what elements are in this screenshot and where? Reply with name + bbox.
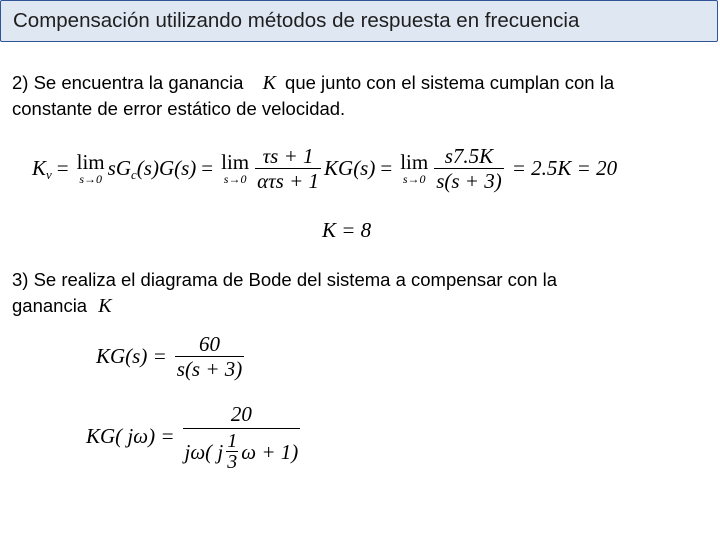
eq1-lim-sub-3: s→0 [402, 172, 426, 186]
step2-line2: constante de error estático de velocidad. [12, 98, 346, 119]
eq4-num: 20 [230, 402, 252, 426]
eq3-num: 60 [199, 332, 221, 356]
slide-title-bar [0, 0, 718, 42]
eq1-lhs-k: K [32, 155, 47, 180]
step3-line1: 3) Se realiza el diagrama de Bode del sistema a compensar con la [12, 269, 558, 290]
slide-title: Compensación utilizando métodos de respuesta en frecuencia [13, 9, 580, 32]
velocity-error-equation [32, 140, 617, 196]
eq1-fraction-1 [255, 144, 321, 193]
eq1-result: = 2.5K = 20 [511, 155, 618, 180]
eq1-lhs-sub: v [46, 167, 52, 182]
eq3-den: s(s + 3) [176, 357, 243, 381]
eq1-term1: sG [107, 155, 131, 180]
eq1-term1-rest: (s)G(s) [136, 155, 197, 180]
step2-text-before: 2) Se encuentra la ganancia [12, 72, 244, 93]
step2-k-symbol: K [262, 72, 276, 94]
open-loop-tf-s [96, 332, 247, 381]
eq1-term2: KG(s) [324, 155, 376, 180]
eq3-fraction [175, 332, 245, 381]
eq1-frac1-den: ατs + 1 [257, 168, 320, 193]
eq1-fraction-2 [434, 144, 504, 193]
eq1-term1-sub: c [131, 167, 137, 182]
eq1-lim-sub-1: s→0 [79, 172, 102, 186]
eq3-lhs: KG(s) = [96, 344, 167, 368]
eq1-equals: = [56, 155, 69, 180]
step3-k-symbol: K [98, 295, 112, 317]
eq1-lim-word-1: lim [76, 150, 105, 174]
eq1-lim-word-3: lim [400, 150, 429, 174]
eq1-equals-2: = [201, 155, 214, 180]
eq4-den-fraction [226, 431, 238, 472]
open-loop-tf-jw [86, 400, 303, 472]
step2-line1 [12, 70, 614, 96]
eq1-lim-sub-2: s→0 [223, 172, 247, 186]
eq1-frac2-den: s(s + 3) [436, 168, 502, 193]
eq1-limit-2 [221, 151, 249, 185]
eq4-den [183, 428, 301, 472]
eq4-den-frac-num: 1 [227, 430, 238, 452]
k-value-equation: K = 8 [322, 218, 372, 242]
eq1-lim-word-2: lim [221, 150, 250, 174]
eq4-den-frac-den: 3 [227, 451, 238, 473]
eq4-den-pre: jω( j [184, 439, 224, 464]
eq1-limit-1 [77, 151, 105, 185]
eq4-lhs: KG( jω) = [86, 423, 175, 448]
eq4-fraction [183, 400, 301, 472]
step3-line2 [12, 293, 112, 319]
step3-text: ganancia [12, 295, 88, 316]
eq4-den-post: ω + 1) [241, 439, 299, 464]
eq1-frac1-num: τs + 1 [262, 143, 314, 168]
step2-text-after: que junto con el sistema cumplan con la [285, 72, 615, 93]
eq1-equals-3: = [380, 155, 393, 180]
eq1-limit-3 [400, 151, 428, 185]
eq1-frac2-num: s7.5K [444, 143, 494, 168]
